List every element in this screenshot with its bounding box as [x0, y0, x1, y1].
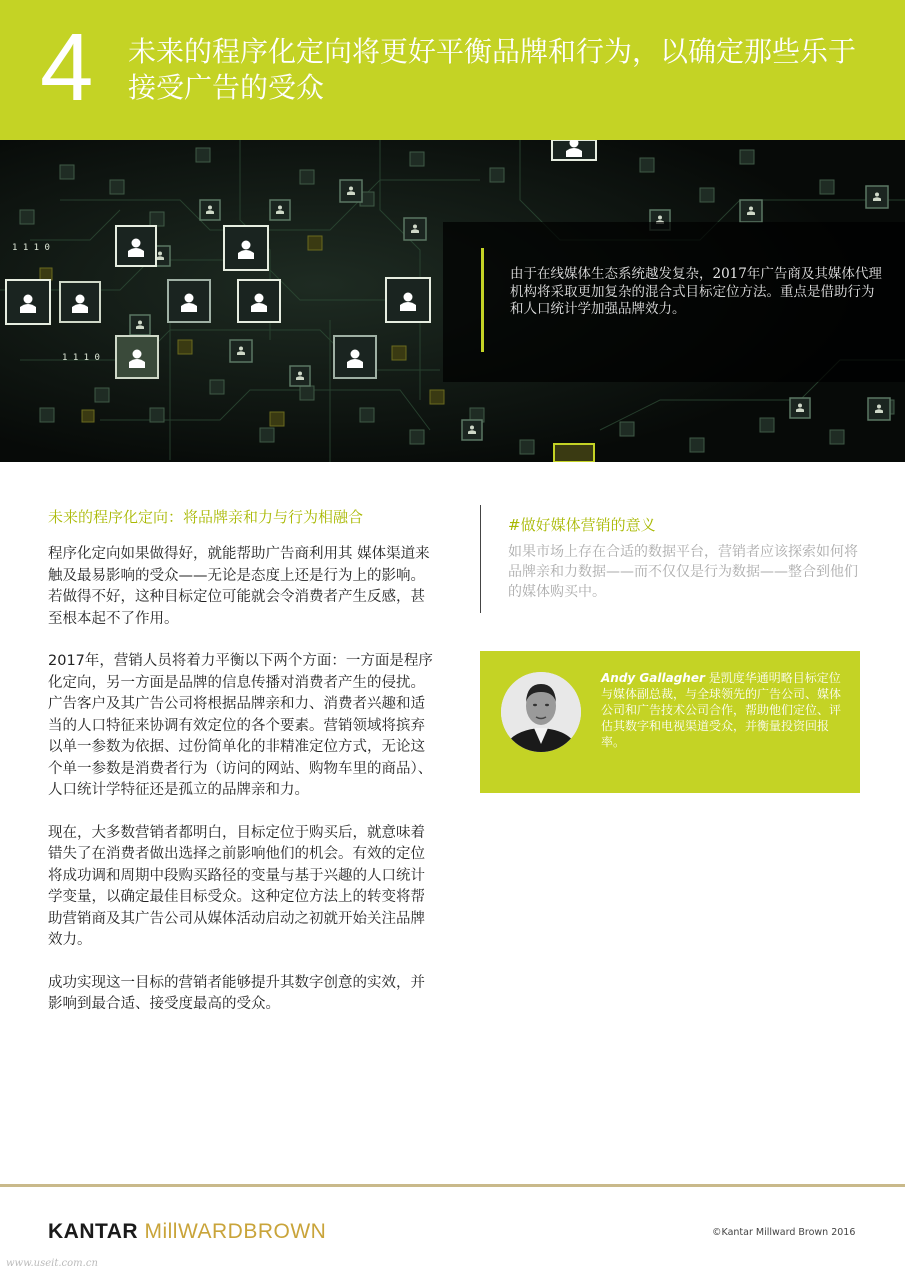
author-bio-text — [601, 670, 846, 750]
binary-label: 1 1 1 0 — [12, 243, 50, 253]
copyright: ©Kantar Millward Brown 2016 — [712, 1227, 856, 1238]
logo-millward-brown: MillWARDBROWN — [144, 1220, 327, 1243]
paragraph: 2017年，营销人员将着力平衡以下两个方面：一方面是程序化定向，另一方面是品牌的信息传播对消费者产生的侵扰。广告客户及其广告公司将根据品牌亲和力、消费者兴趣和适当的人口特征来协调有效定位的各个要素。营销领域将摈弃以单一参数为依据、过份简单化的非精准定位方式，无论这个单一参数是消费者行为（访问的网站、购物车里的商品）、人口统计学特征还是孤立的品牌亲和力。 — [48, 653, 433, 798]
paragraph: 程序化定向如果做得好，就能帮助广告商利用其 媒体渠道来触及最易影响的受众——无论是态度上还是行为上的影响。若做得不好，这种目标定位可能就会令消费者产生反感，甚至根本起不了作用。 — [48, 546, 430, 627]
sidebar-heading: #做好媒体营销的意义 — [508, 516, 656, 534]
author-avatar — [501, 672, 581, 752]
logo-kantar: KANTAR — [48, 1220, 139, 1243]
kantar-millward-brown-logo — [48, 1220, 326, 1244]
person-photo-icon — [501, 672, 581, 752]
watermark: www.useit.com.cn — [6, 1258, 98, 1269]
chapter-number: 4 — [40, 14, 94, 121]
sidebar-text: 如果市场上存在合适的数据平台，营销者应该探索如何将品牌亲和力数据——而不仅仅是行为数据——整合到他们的媒体购买中。 — [508, 544, 858, 600]
body-text — [48, 544, 436, 1037]
paragraph: 成功实现这一目标的营销者能够提升其数字创意的实效，并影响到最合适、接受度最高的受众。 — [48, 974, 425, 1012]
paragraph: 现在，大多数营销者都明白，目标定位于购买后，就意味着错失了在消费者做出选择之前影响他们的机会。有效的定位将成功调和周期中段购买路径的变量与基于兴趣的人口统计学变量，以确定最佳目标受众。这种定位方法上的转变将帮助营销商及其广告公司从媒体活动启动之初就开始关注品牌效力。 — [48, 824, 425, 948]
footer-divider — [0, 1184, 905, 1187]
quote-accent-bar — [481, 248, 484, 352]
section-heading: 未来的程序化定向：将品牌亲和力与行为相融合 — [48, 508, 364, 526]
author-description: 是凯度华通明略目标定位与媒体副总裁，与全球领先的广告公司、媒体公司和广告技术公司合作，帮助他们定位、评估其数字和电视渠道受众，并衡量投资回报率。 — [601, 671, 842, 749]
author-name: Andy Gallagher — [601, 671, 705, 685]
binary-label: 1 1 1 0 — [62, 353, 100, 363]
sidebar-divider — [480, 505, 481, 613]
chapter-title: 未来的程序化定向将更好平衡品牌和行为，以确定那些乐于接受广告的受众 — [128, 35, 857, 104]
hero-quote-text: 由于在线媒体生态系统越发复杂，2017年广告商及其媒体代理机构将采取更加复杂的混合式目标定位方法。重点是借助行为和人口统计学加强品牌效力。 — [510, 266, 882, 317]
chapter-header — [0, 0, 905, 140]
